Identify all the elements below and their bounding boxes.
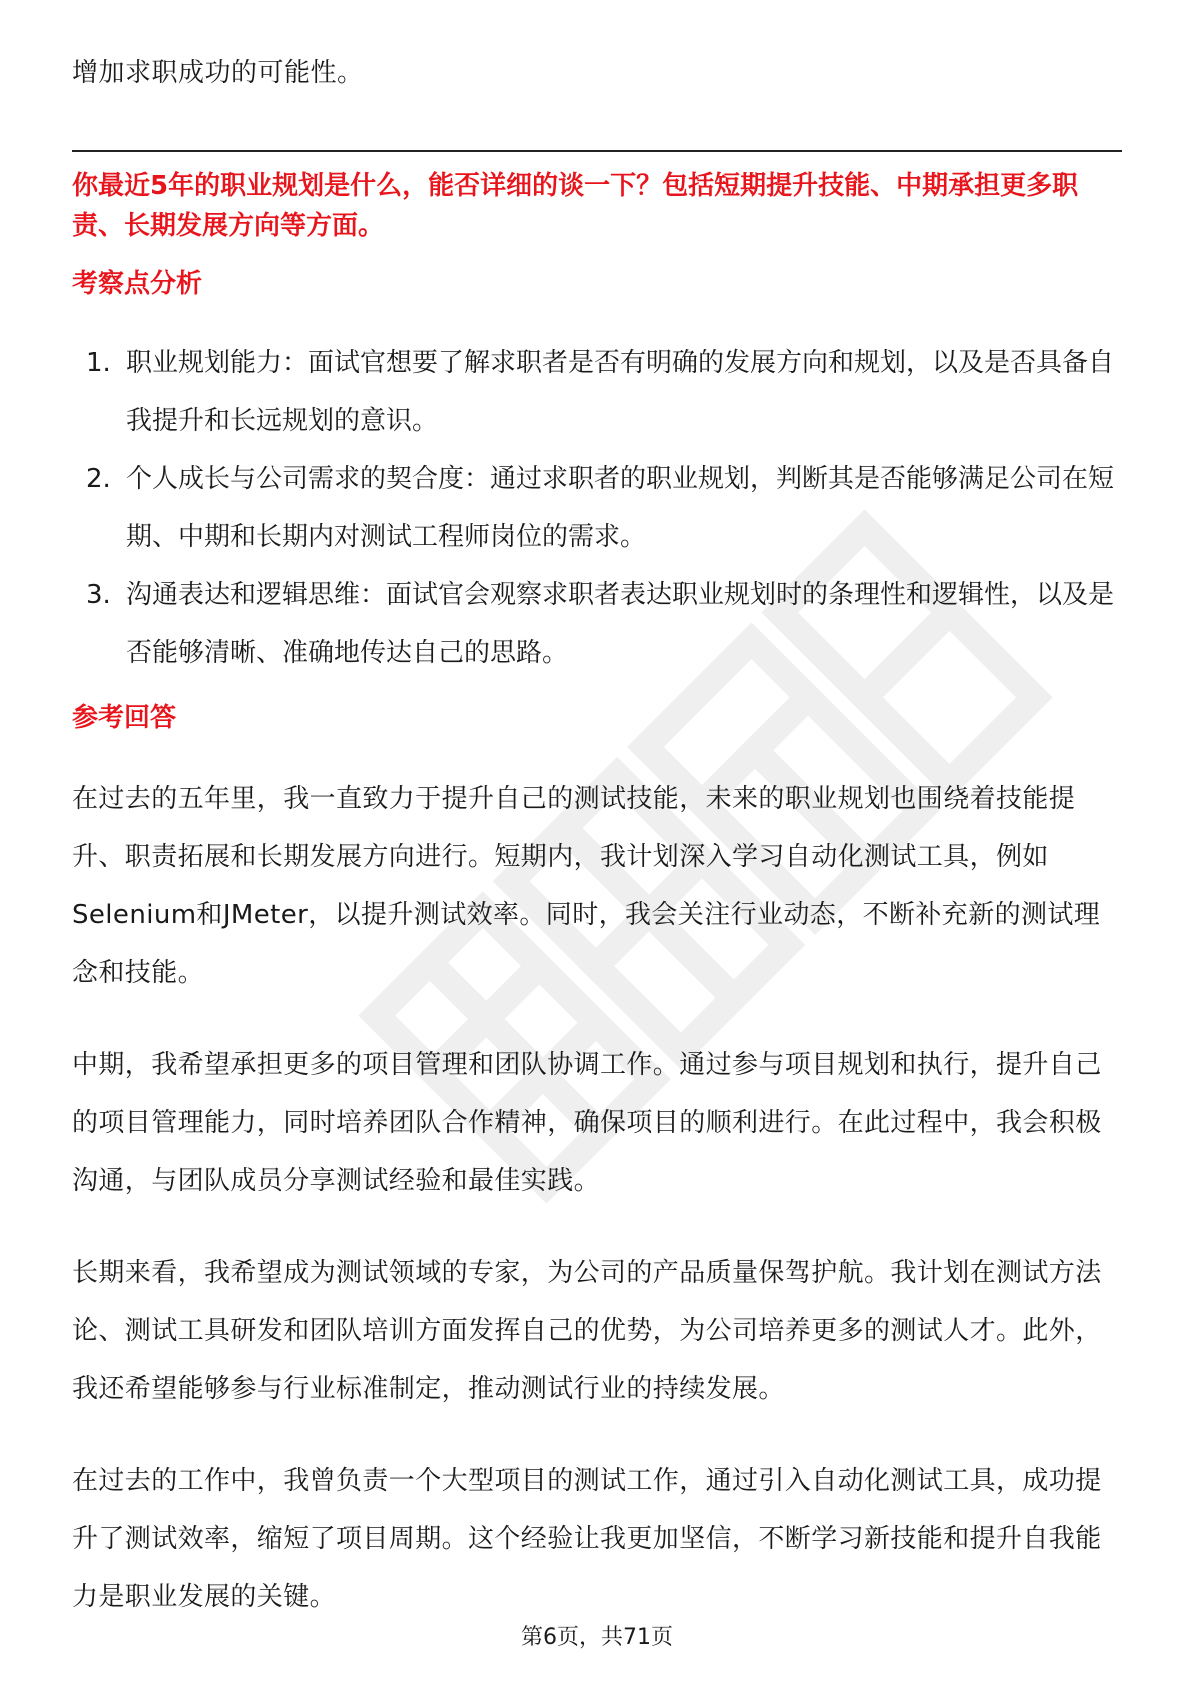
section-divider bbox=[72, 150, 1122, 152]
answer-body bbox=[72, 770, 1122, 1660]
page-number: 第6页，共71页 bbox=[521, 1625, 673, 1650]
answer-paragraph: 在过去的工作中，我曾负责一个大型项目的测试工作，通过引入自动化测试工具，成功提升了测试效率，缩短了项目周期。这个经验让我更加坚信，不断学习新技能和提升自我能力是职业发展的关键。 bbox=[72, 1466, 1102, 1612]
list-item-number: 2. bbox=[86, 464, 111, 494]
list-item-number: 1. bbox=[86, 348, 111, 378]
list-item bbox=[72, 566, 1122, 682]
list-item-number: 3. bbox=[86, 580, 111, 610]
list-item-text: 职业规划能力：面试官想要了解求职者是否有明确的发展方向和规划，以及是否具备自我提升和长远规划的意识。 bbox=[126, 348, 1115, 436]
analysis-heading: 考察点分析 bbox=[72, 269, 203, 299]
list-item bbox=[72, 334, 1122, 450]
answer-heading: 参考回答 bbox=[72, 703, 177, 733]
answer-paragraph: 长期来看，我希望成为测试领域的专家，为公司的产品质量保驾护航。我计划在测试方法论、测试工具研发和团队培训方面发挥自己的优势，为公司培养更多的测试人才。此外，我还希望能够参与行业标准制定，推动测试行业的持续发展。 bbox=[72, 1258, 1102, 1404]
lead-text: 增加求职成功的可能性。 bbox=[72, 58, 364, 88]
answer-paragraph: 中期，我希望承担更多的项目管理和团队协调工作。通过参与项目规划和执行，提升自己的项目管理能力，同时培养团队合作精神，确保项目的顺利进行。在此过程中，我会积极沟通，与团队成员分享测试经验和最佳实践。 bbox=[72, 1050, 1102, 1196]
document-page bbox=[72, 0, 1122, 1684]
list-item bbox=[72, 450, 1122, 566]
list-item-text: 沟通表达和逻辑思维：面试官会观察求职者表达职业规划时的条理性和逻辑性，以及是否能够清晰、准确地传达自己的思路。 bbox=[126, 580, 1115, 668]
question-text: 你最近5年的职业规划是什么，能否详细的谈一下？包括短期提升技能、中期承担更多职责、长期发展方向等方面。 bbox=[72, 171, 1079, 241]
list-item-text: 个人成长与公司需求的契合度：通过求职者的职业规划，判断其是否能够满足公司在短期、中期和长期内对测试工程师岗位的需求。 bbox=[126, 464, 1115, 552]
answer-paragraph: 在过去的五年里，我一直致力于提升自己的测试技能，未来的职业规划也围绕着技能提升、职责拓展和长期发展方向进行。短期内，我计划深入学习自动化测试工具，例如Selenium和JMeter，以提升测试效率。同时，我会关注行业动态，不断补充新的测试理念和技能。 bbox=[72, 784, 1101, 988]
analysis-list bbox=[72, 334, 1122, 682]
